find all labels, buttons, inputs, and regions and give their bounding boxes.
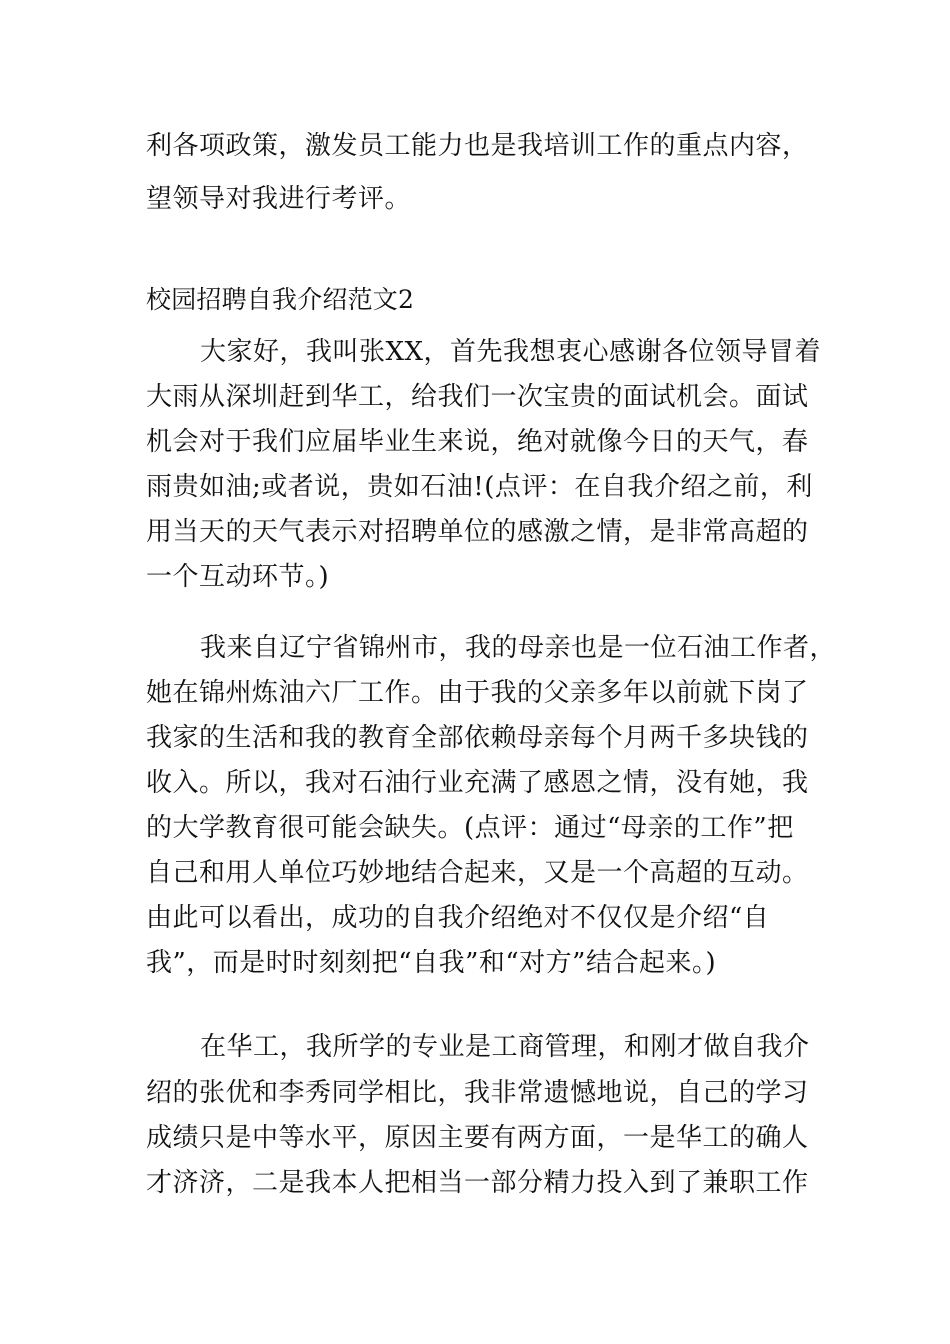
paragraph-2-line: 由此可以看出，成功的自我介绍绝对不仅仅是介绍“自 — [146, 903, 770, 933]
paragraph-3-line: 才济济，二是我本人把相当一部分精力投入到了兼职工作 — [146, 1168, 809, 1198]
paragraph-1-line: 一个互动环节。) — [146, 562, 330, 592]
paragraph-2-line: 收入。所以，我对石油行业充满了感恩之情，没有她，我 — [146, 768, 809, 798]
paragraph-2-line: 的大学教育很可能会缺失。(点评：通过“母亲的工作”把 — [146, 813, 794, 843]
section-title: 校园招聘自我介绍范文2 — [146, 285, 415, 314]
paragraph-3-line: 成绩只是中等水平，原因主要有两方面，一是华工的确人 — [146, 1123, 809, 1153]
paragraph-1-line: 雨贵如油;或者说，贵如石油!(点评：在自我介绍之前，利 — [146, 472, 813, 502]
intro-line: 望领导对我进行考评。 — [146, 184, 412, 214]
paragraph-2-line: 我家的生活和我的教育全部依赖母亲每个月两千多块钱的 — [146, 723, 809, 753]
paragraph-2-line: 我”，而是时时刻刻把“自我”和“对方”结合起来。) — [146, 948, 717, 978]
paragraph-1-line: 机会对于我们应届毕业生来说，绝对就像今日的天气，春 — [146, 427, 809, 457]
paragraph-1-line: 大家好，我叫张XX，首先我想衷心感谢各位领导冒着 — [200, 337, 822, 367]
paragraph-2-line: 我来自辽宁省锦州市，我的母亲也是一位石油工作者， — [200, 633, 837, 663]
intro-line: 利各项政策，激发员工能力也是我培训工作的重点内容， — [146, 131, 809, 161]
paragraph-3-line: 绍的张优和李秀同学相比，我非常遗憾地说，自己的学习 — [146, 1078, 809, 1108]
paragraph-2-line: 她在锦州炼油六厂工作。由于我的父亲多年以前就下岗了 — [146, 678, 809, 708]
paragraph-1-line: 大雨从深圳赶到华工，给我们一次宝贵的面试机会。面试 — [146, 382, 809, 412]
paragraph-2-line: 自己和用人单位巧妙地结合起来，又是一个高超的互动。 — [146, 858, 809, 888]
paragraph-1-line: 用当天的天气表示对招聘单位的感激之情，是非常高超的 — [146, 517, 809, 547]
paragraph-3-line: 在华工，我所学的专业是工商管理，和刚才做自我介 — [200, 1032, 810, 1062]
